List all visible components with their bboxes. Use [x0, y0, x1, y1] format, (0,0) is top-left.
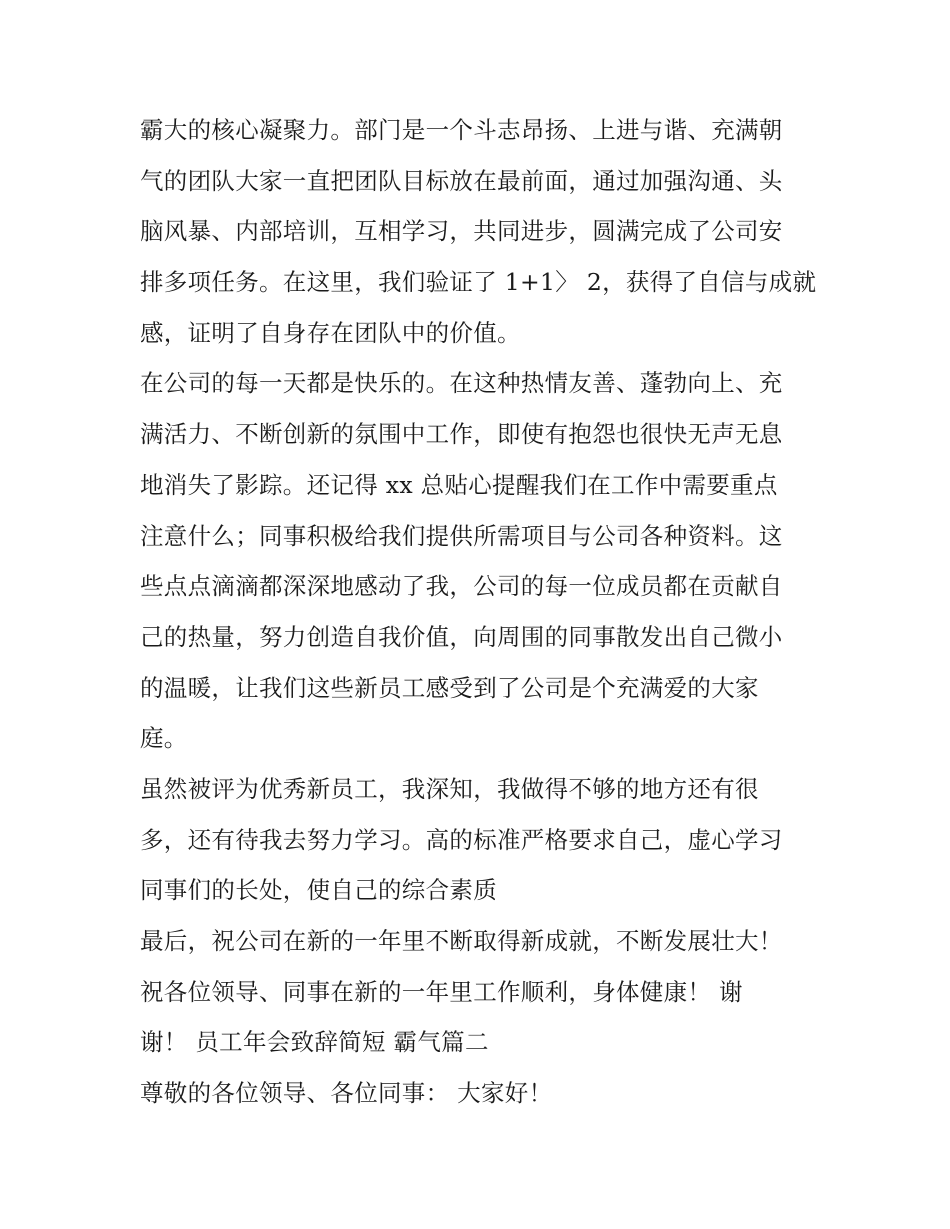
- text-line: 地消失了影踪。还记得 xx 总贴心提醒我们在工作中需要重点: [140, 470, 778, 499]
- text-line: 感，证明了自身存在团队中的价值。: [140, 318, 521, 347]
- text-line: 多，还有待我去努力学习。高的标准严格要求自己，虚心学习: [140, 825, 783, 854]
- text-line: 谢！ 员工年会致辞简短 霸气篇二: [140, 1028, 489, 1057]
- text-line: 些点点滴滴都深深地感动了我，公司的每一位成员都在贡献自: [140, 572, 783, 601]
- text-line: 霸大的核心凝聚力。部门是一个斗志昂扬、上进与谐、充满朝: [140, 116, 783, 144]
- text-line: 气的团队大家一直把团队目标放在最前面，通过加强沟通、头: [140, 166, 783, 195]
- text-line: 最后，祝公司在新的一年里不断取得新成就，不断发展壮大！: [140, 927, 783, 955]
- text-line: 在公司的每一天都是快乐的。在这种热情友善、蓬勃向上、充: [140, 369, 783, 398]
- text-line: 祝各位领导、同事在新的一年里工作顺利，身体健康！ 谢: [140, 977, 743, 1006]
- text-line: 脑风暴、内部培训，互相学习，共同进步，圆满完成了公司安: [140, 217, 783, 246]
- text-line: 同事们的长处，使自己的综合素质: [140, 876, 497, 905]
- text-line: 满活力、不断创新的氛围中工作，即使有抱怨也很快无声无息: [140, 420, 783, 449]
- text-line: 的温暖，让我们这些新员工感受到了公司是个充满爱的大家: [140, 673, 759, 702]
- text-line: 庭。: [140, 724, 188, 753]
- text-line: 注意什么；同事积极给我们提供所需项目与公司各种资料。这: [140, 521, 783, 550]
- text-line: 排多项任务。在这里，我们验证了 1+1〉 2，获得了自信与成就: [140, 268, 817, 297]
- document-body: [140, 105, 830, 1119]
- text-line: 己的热量，努力创造自我价值，向周围的同事散发出自己微小: [140, 622, 783, 651]
- text-line: 虽然被评为优秀新员工，我深知，我做得不够的地方还有很: [140, 774, 759, 803]
- text-line: 尊敬的各位领导、各位同事： 大家好！: [140, 1079, 553, 1108]
